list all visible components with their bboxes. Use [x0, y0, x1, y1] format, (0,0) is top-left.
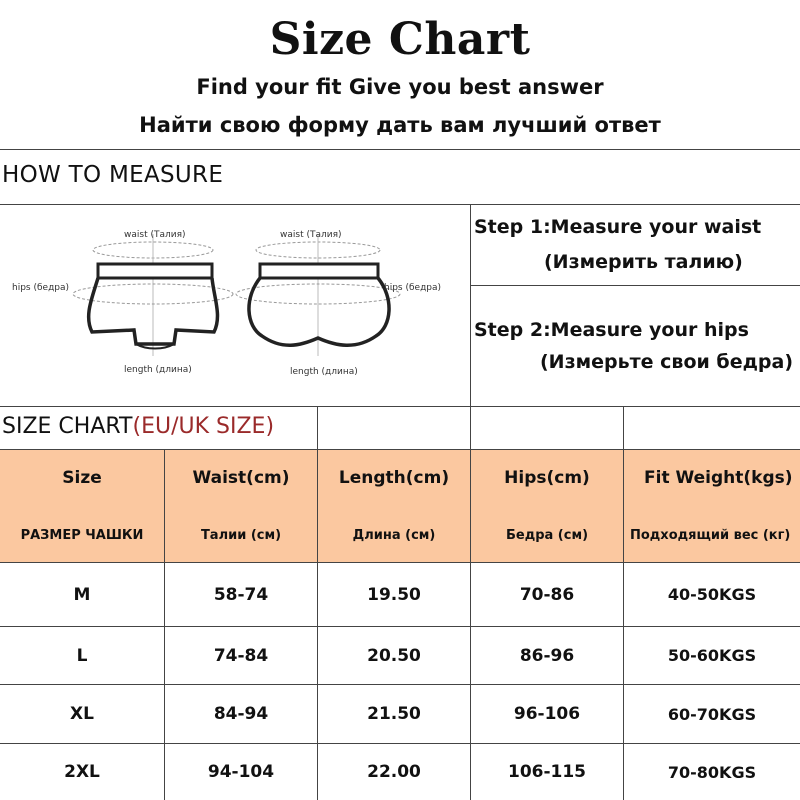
measurement-diagram — [0, 206, 470, 406]
hips-label: hips (бедра) — [384, 283, 442, 293]
waist-label: waist (Талия) — [124, 230, 186, 240]
table-cell-size: XL — [70, 704, 94, 724]
length-label: length (длина) — [124, 365, 192, 375]
size-chart-heading-prefix: SIZE CHART — [2, 414, 133, 439]
step-2-translation: (Измерьте свои бедра) — [540, 351, 794, 373]
step-1-text: Step 1:Measure your waist — [474, 216, 762, 238]
table-cell-length: 20.50 — [367, 645, 421, 666]
table-cell-size: M — [73, 584, 91, 605]
table-cell-size: 2XL — [64, 762, 100, 782]
subtitle-russian: Найти свою форму дать вам лучший ответ — [139, 113, 661, 137]
table-cell-fit-weight: 40-50KGS — [667, 585, 757, 604]
waist-label: waist (Талия) — [280, 230, 342, 240]
table-cell-hips: 86-96 — [519, 645, 575, 666]
table-cell-hips: 96-106 — [513, 704, 581, 724]
column-header-hips-ru: Бедра (см) — [505, 527, 589, 543]
table-cell-fit-weight: 50-60KGS — [667, 646, 757, 665]
column-header-waist: Waist(cm) — [192, 468, 290, 488]
column-header-size-ru: РАЗМЕР ЧАШКИ — [20, 527, 144, 543]
divider — [0, 406, 800, 407]
subtitle-english: Find your fit Give you best answer — [196, 75, 604, 99]
how-to-measure-heading: HOW TO MEASURE — [2, 162, 224, 188]
table-cell-hips: 70-86 — [519, 584, 575, 605]
divider — [0, 149, 800, 150]
table-cell-fit-weight: 60-70KGS — [667, 704, 757, 724]
column-header-size: Size — [62, 468, 102, 488]
size-chart-heading — [2, 414, 274, 439]
column-header-fit-weight-ru: Подходящий вес (кг) — [630, 527, 791, 543]
page-title: Size Chart — [269, 14, 531, 65]
table-cell-length: 21.50 — [367, 704, 421, 724]
table-cell-size: L — [76, 645, 88, 666]
table-cell-fit-weight: 70-80KGS — [667, 762, 757, 782]
table-cell-waist: 94-104 — [207, 762, 275, 782]
step-1-translation: (Измерить талию) — [544, 251, 743, 273]
column-header-hips: Hips(cm) — [504, 468, 590, 488]
panty-back-illustration — [236, 234, 400, 356]
step-2-text: Step 2:Measure your hips — [474, 319, 749, 341]
panty-front-illustration — [73, 234, 233, 356]
divider — [470, 285, 800, 286]
divider — [0, 204, 800, 205]
table-cell-waist: 74-84 — [213, 645, 269, 666]
column-header-length: Length(cm) — [338, 468, 450, 488]
table-cell-waist: 84-94 — [213, 704, 269, 724]
size-chart-heading-suffix: (EU/UK SIZE) — [132, 414, 275, 439]
column-header-length-ru: Длина (см) — [352, 527, 436, 543]
column-header-waist-ru: Талии (см) — [200, 527, 282, 543]
table-cell-length: 19.50 — [367, 584, 421, 605]
table-cell-hips: 106-115 — [507, 762, 587, 782]
hips-label: hips (бедра) — [12, 283, 70, 293]
column-header-fit-weight: Fit Weight(kgs) — [644, 468, 793, 488]
table-cell-waist: 58-74 — [213, 584, 269, 605]
table-cell-length: 22.00 — [367, 762, 421, 782]
length-label: length (длина) — [290, 367, 358, 377]
